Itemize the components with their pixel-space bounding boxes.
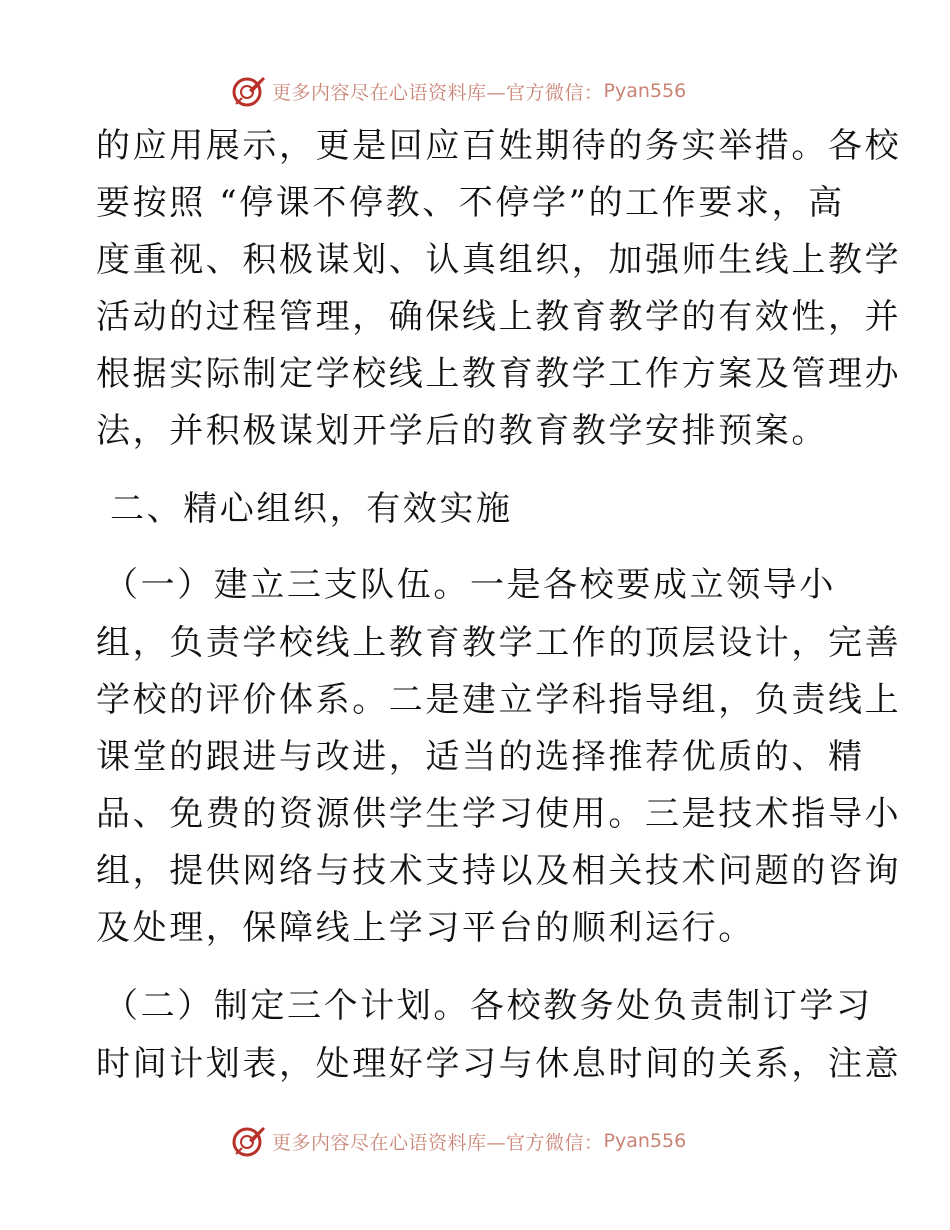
footer-brand-text: 更多内容尽在心语资料库—官方微信：: [272, 1131, 604, 1154]
text-line: 时间计划表，处理好学习与休息时间的关系，注意: [96, 1044, 902, 1084]
text-line: （一）建立三支队伍。一是各校要成立领导小: [104, 565, 836, 605]
footer-contact: Pyan556: [603, 1130, 687, 1152]
text-line: 活动的过程管理，确保线上教育教学的有效性，并: [96, 297, 902, 337]
header-banner: [232, 71, 686, 111]
text-line: 法，并积极谋划开学后的教育教学安排预案。: [96, 411, 828, 451]
brand-logo-icon: [232, 1124, 266, 1158]
text-line: 学校的评价体系。二是建立学科指导组，负责线上: [96, 680, 902, 720]
text-line: 的应用展示，更是回应百姓期待的务实举措。各校: [96, 126, 902, 166]
text-line: 组，提供网络与技术支持以及相关技术问题的咨询: [96, 851, 902, 891]
text-line: 根据实际制定学校线上教育教学工作方案及管理办: [96, 354, 902, 394]
text-line: 要按照 “停课不停教、不停学”的工作要求，高: [96, 183, 845, 223]
section-heading: 二、精心组织，有效实施: [110, 489, 513, 529]
text-line: 度重视、积极谋划、认真组织，加强师生线上教学: [96, 240, 902, 280]
header-contact: Pyan556: [603, 80, 687, 102]
header-brand-text: 更多内容尽在心语资料库—官方微信：: [272, 81, 604, 104]
text-line: （二）制定三个计划。各校教务处负责制订学习: [104, 986, 873, 1026]
brand-logo-icon: [232, 74, 266, 108]
footer-banner: [232, 1121, 686, 1161]
text-line: 课堂的跟进与改进，适当的选择推荐优质的、精: [96, 737, 865, 777]
text-line: 品、免费的资源供学生学习使用。三是技术指导小: [96, 794, 902, 834]
text-line: 组，负责学校线上教育教学工作的顶层设计，完善: [96, 623, 902, 663]
text-line: 及处理，保障线上学习平台的顺利运行。: [96, 908, 755, 948]
